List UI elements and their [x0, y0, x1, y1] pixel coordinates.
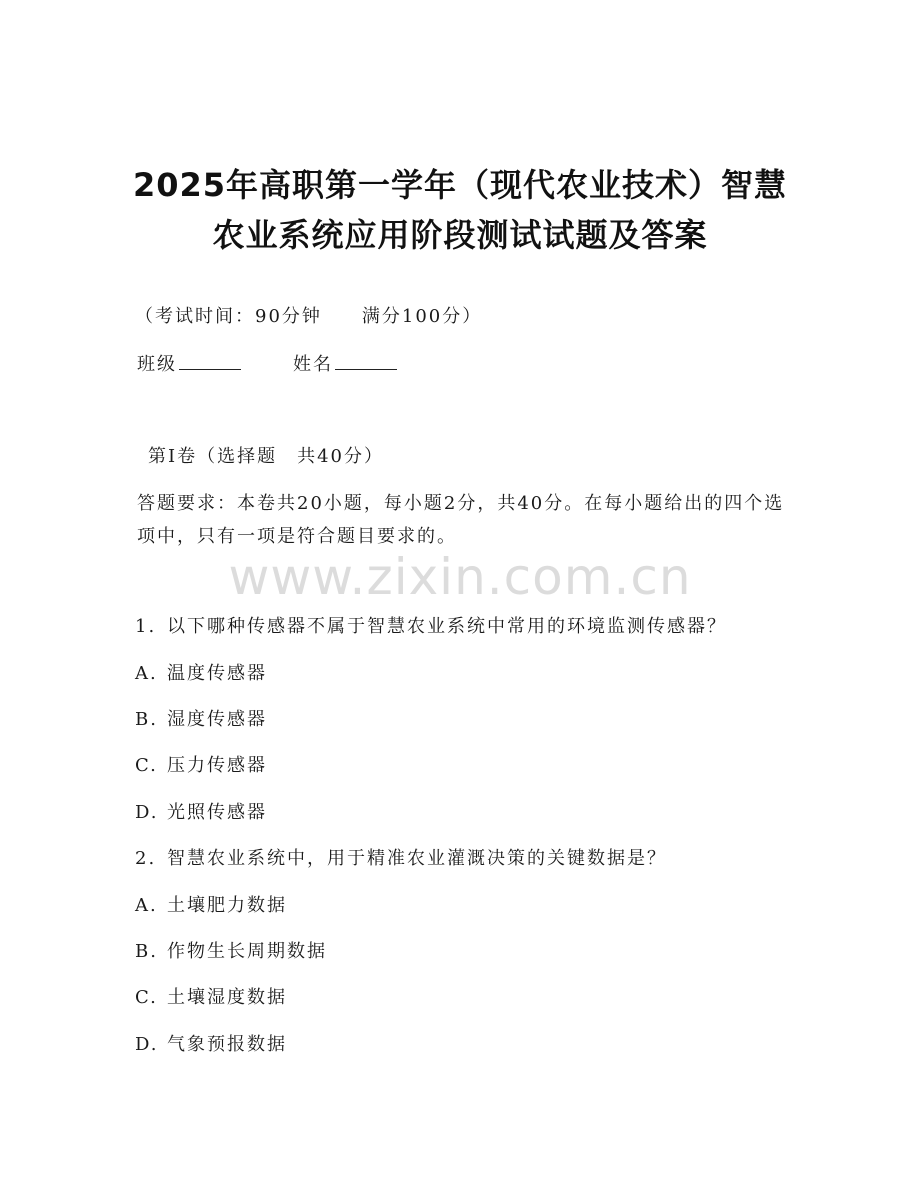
- exam-info: [135, 302, 482, 328]
- question-number: 1.: [135, 616, 157, 637]
- document-title-line-1: 2025年高职第一学年（现代农业技术）智慧: [132, 166, 788, 204]
- name-label: 姓名: [293, 354, 333, 375]
- question-1-option-b: [135, 705, 267, 731]
- question-number: 2.: [135, 848, 157, 869]
- watermark: www.zixin.com.cn: [228, 548, 692, 606]
- question-2: [135, 844, 667, 870]
- exam-score: 满分100分）: [361, 306, 483, 327]
- name-blank: [335, 351, 397, 370]
- class-blank: [179, 351, 241, 370]
- question-1-option-c: [135, 751, 267, 777]
- option-key: C.: [135, 755, 158, 776]
- option-key: A.: [135, 663, 158, 684]
- option-text: 土壤肥力数据: [167, 895, 287, 916]
- option-key: C.: [135, 987, 158, 1008]
- question-2-option-a: [135, 891, 287, 917]
- option-text: 光照传感器: [167, 802, 267, 823]
- class-label: 班级: [137, 354, 177, 375]
- question-2-option-b: [135, 937, 327, 963]
- question-1-option-a: [135, 659, 267, 685]
- question-text: 以下哪种传感器不属于智慧农业系统中常用的环境监测传感器？: [167, 616, 727, 637]
- option-key: B.: [135, 709, 158, 730]
- option-text: 土壤湿度数据: [167, 987, 287, 1008]
- option-text: 湿度传感器: [167, 709, 267, 730]
- option-key: B.: [135, 941, 158, 962]
- question-text: 智慧农业系统中，用于精准农业灌溉决策的关键数据是？: [167, 848, 667, 869]
- option-key: D.: [135, 1034, 159, 1055]
- section-instructions: 答题要求：本卷共20小题，每小题2分，共40分。在每小题给出的四个选项中，只有一项是符合题目要求的。: [137, 493, 785, 547]
- question-2-option-d: [135, 1030, 287, 1056]
- option-text: 温度传感器: [167, 663, 267, 684]
- question-2-option-c: [135, 983, 287, 1009]
- option-text: 作物生长周期数据: [167, 941, 327, 962]
- section-heading: 第I卷（选择题 共40分）: [148, 446, 385, 467]
- student-info-row: [137, 350, 397, 376]
- document-title-line-2: 农业系统应用阶段测试试题及答案: [212, 216, 708, 254]
- question-1: [135, 612, 727, 638]
- option-key: A.: [135, 895, 158, 916]
- exam-time: （考试时间：90分钟: [135, 306, 322, 327]
- question-1-option-d: [135, 798, 267, 824]
- option-text: 气象预报数据: [167, 1034, 287, 1055]
- option-text: 压力传感器: [167, 755, 267, 776]
- option-key: D.: [135, 802, 159, 823]
